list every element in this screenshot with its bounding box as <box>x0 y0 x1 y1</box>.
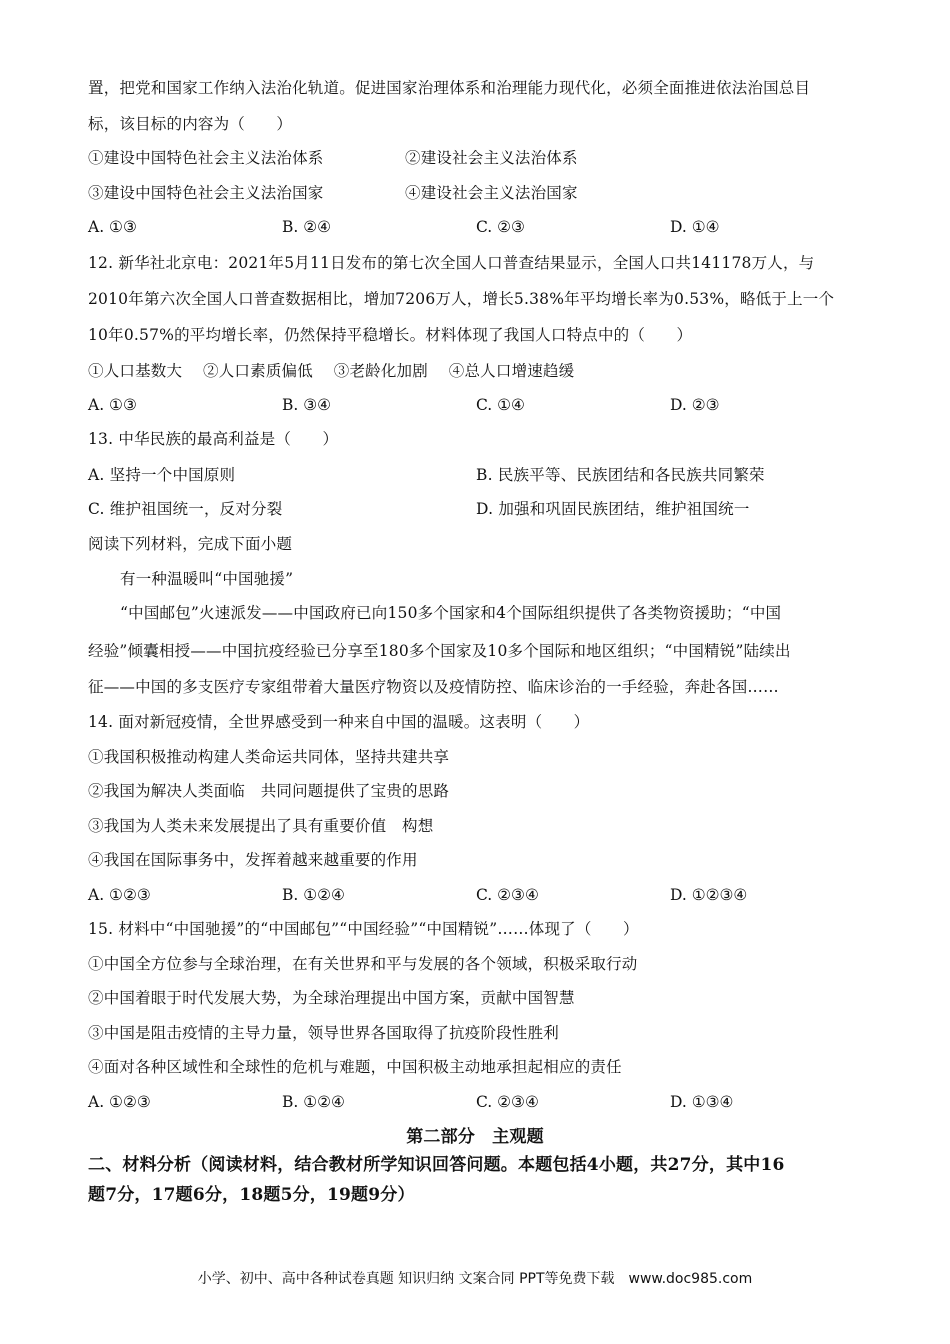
q11-option-a: A. ①③ <box>88 218 137 236</box>
page-footer: 小学、初中、高中各种试卷真题 知识归纳 文案合同 PPT等免费下载 www.doc985.com <box>197 1271 753 1287</box>
q12-option-d: D. ②③ <box>670 396 720 414</box>
q14-item-1: ①我国积极推动构建人类命运共同体，坚持共建共享 <box>88 748 450 766</box>
q13-option-c: C. 维护祖国统一，反对分裂 <box>88 500 283 518</box>
q15-option-b: B. ①②④ <box>282 1093 345 1111</box>
q13-option-b: B. 民族平等、民族团结和各民族共同繁荣 <box>476 466 765 484</box>
q15-option-c: C. ②③④ <box>476 1093 539 1111</box>
q15-item-2: ②中国着眼于时代发展大势，为全球治理提出中国方案，贡献中国智慧 <box>88 989 575 1007</box>
q12-option-a: A. ①③ <box>88 396 137 414</box>
q13-stem: 13. 中华民族的最高利益是（ ） <box>88 430 339 448</box>
q11-item-1: ①建设中国特色社会主义法治体系 <box>88 149 324 167</box>
q14-item-2: ②我国为解决人类面临 共同问题提供了宝贵的思路 <box>88 782 450 800</box>
q14-option-c: C. ②③④ <box>476 886 539 904</box>
q11-stem-line2: 标，该目标的内容为（ ） <box>88 115 293 133</box>
material-paragraph-line1: “中国邮包”火速派发——中国政府已向150多个国家和4个国际组织提供了各类物资援助；“中国 <box>120 604 782 622</box>
q12-stem-line2: 2010年第六次全国人口普查数据相比，增加7206万人，增长5.38%年平均增长率为0.53%，略低于上一个 <box>88 290 835 308</box>
q13-option-a: A. 坚持一个中国原则 <box>88 466 236 484</box>
q11-option-b: B. ②④ <box>282 218 332 236</box>
material-title: 有一种温暖叫“中国驰援” <box>120 570 294 588</box>
q11-option-c: C. ②③ <box>476 218 525 236</box>
q12-option-c: C. ①④ <box>476 396 525 414</box>
q11-stem-line1: 置，把党和国家工作纳入法治化轨道。促进国家治理体系和治理能力现代化，必须全面推进依法治国总目 <box>88 79 811 97</box>
q14-option-d: D. ①②③④ <box>670 886 748 904</box>
q12-items: ①人口基数大 ②人口素质偏低 ③老龄化加剧 ④总人口增速趋缓 <box>88 362 575 380</box>
q11-item-3: ③建设中国特色社会主义法治国家 <box>88 184 324 202</box>
q14-option-b: B. ①②④ <box>282 886 345 904</box>
q14-item-4: ④我国在国际事务中，发挥着越来越重要的作用 <box>88 851 418 869</box>
q14-stem: 14. 面对新冠疫情，全世界感受到一种来自中国的温暖。这表明（ ） <box>88 713 590 731</box>
q15-option-d: D. ①③④ <box>670 1093 734 1111</box>
q11-item-2: ②建设社会主义法治体系 <box>405 149 578 167</box>
q15-item-3: ③中国是阻击疫情的主导力量，领导世界各国取得了抗疫阶段性胜利 <box>88 1024 560 1042</box>
q13-option-d: D. 加强和巩固民族团结，维护祖国统一 <box>476 500 750 518</box>
q12-option-b: B. ③④ <box>282 396 332 414</box>
q11-item-4: ④建设社会主义法治国家 <box>405 184 578 202</box>
q14-item-3: ③我国为人类未来发展提出了具有重要价值 构想 <box>88 817 434 835</box>
material-paragraph-line3: 征——中国的多支医疗专家组带着大量医疗物资以及疫情防控、临床诊治的一手经验，奔赴各国…… <box>88 678 779 696</box>
q15-option-a: A. ①②③ <box>88 1093 151 1111</box>
section2-heading-line1: 二、材料分析（阅读材料，结合教材所学知识回答问题。本题包括4小题，共27分，其中16 <box>88 1155 785 1175</box>
q15-item-1: ①中国全方位参与全球治理，在有关世界和平与发展的各个领域，积极采取行动 <box>88 955 638 973</box>
part2-title: 第二部分 主观题 <box>406 1127 544 1147</box>
material-intro: 阅读下列材料，完成下面小题 <box>88 535 293 553</box>
q15-stem: 15. 材料中“中国驰援”的“中国邮包”“中国经验”“中国精锐”……体现了（ ） <box>88 920 639 938</box>
q14-option-a: A. ①②③ <box>88 886 151 904</box>
q12-stem-line1: 12. 新华社北京电：2021年5月11日发布的第七次全国人口普查结果显示，全国人口共141178万人，与 <box>88 254 815 272</box>
material-paragraph-line2: 经验”倾囊相授——中国抗疫经验已分享至180多个国家及10多个国际和地区组织；“中国精锐”陆续出 <box>88 642 791 660</box>
section2-heading-line2: 题7分，17题6分，18题5分，19题9分） <box>88 1185 415 1205</box>
q12-stem-line3: 10年0.57%的平均增长率，仍然保持平稳增长。材料体现了我国人口特点中的（ ） <box>88 326 693 344</box>
q15-item-4: ④面对各种区域性和全球性的危机与难题，中国积极主动地承担起相应的责任 <box>88 1058 622 1076</box>
q11-option-d: D. ①④ <box>670 218 720 236</box>
